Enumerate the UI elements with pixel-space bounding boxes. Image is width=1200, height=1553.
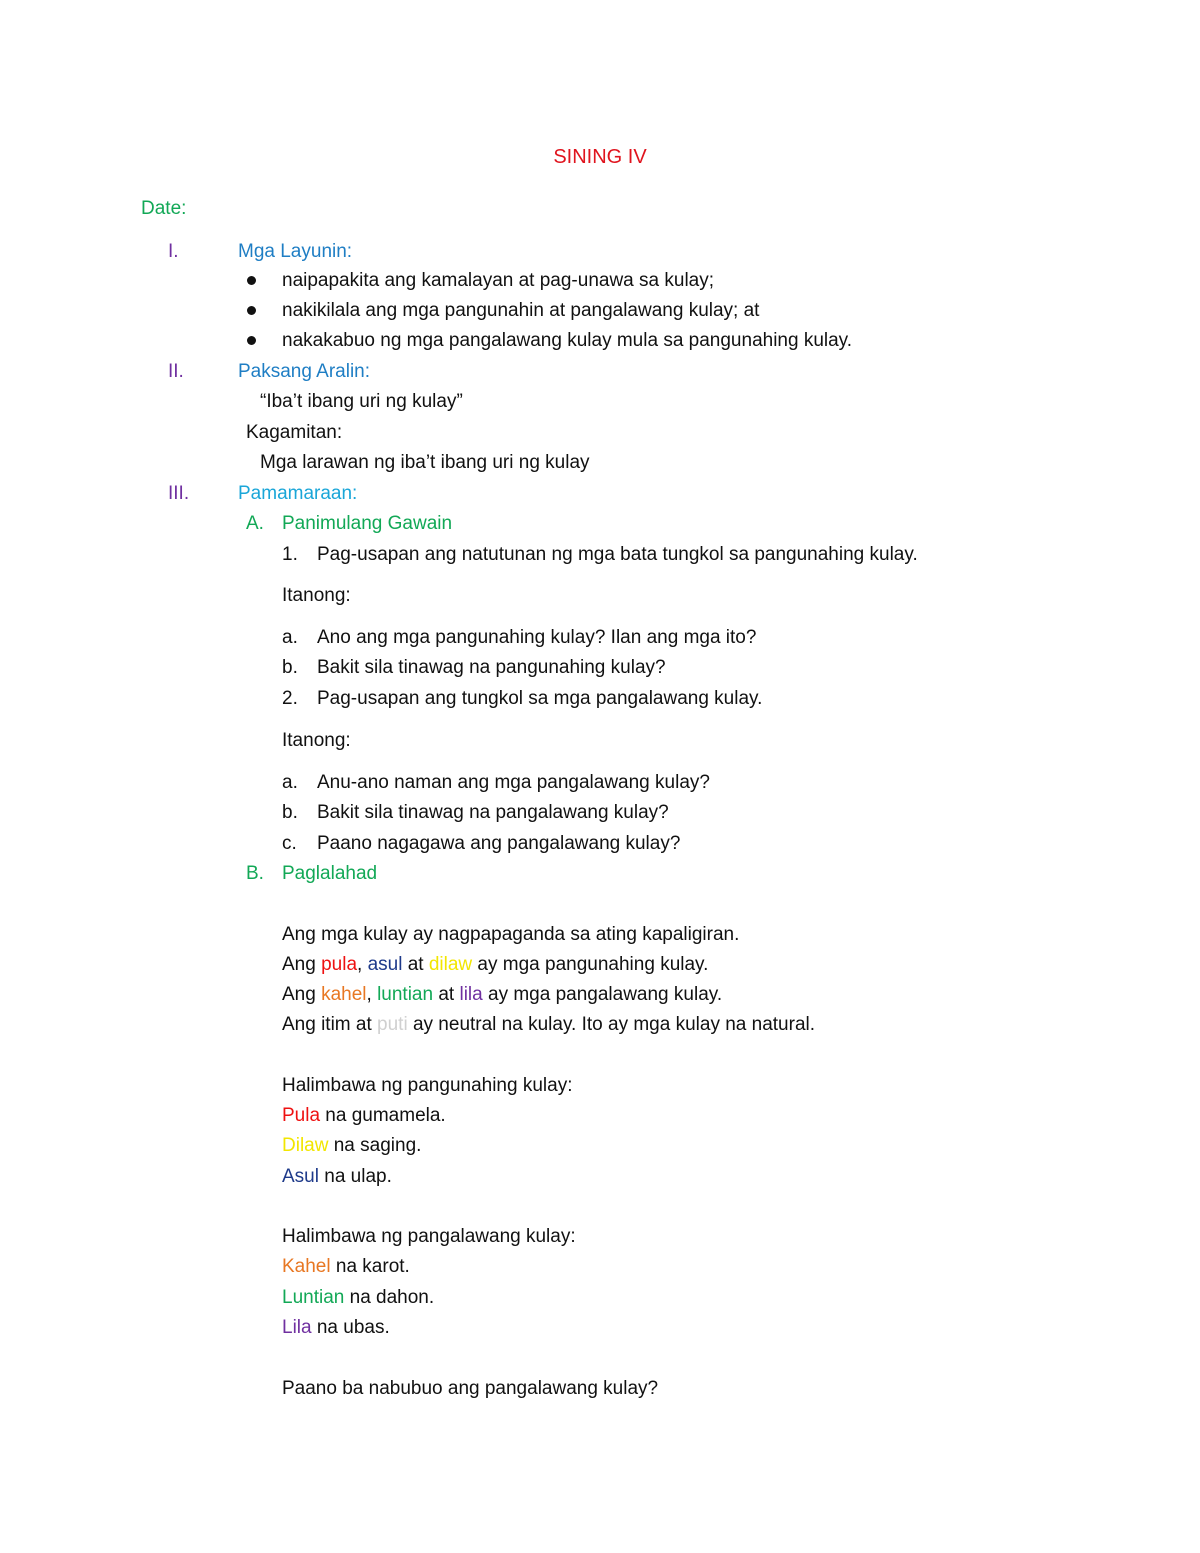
example-item (282, 1256, 410, 1278)
objective-item: nakikilala ang mga pangunahin at pangalawang kulay; at (282, 300, 760, 321)
text-segment: na ulap. (318, 1166, 392, 1187)
bullet-icon (247, 306, 256, 315)
item-1-marker: 1. (282, 544, 298, 565)
item-1-text: Pag-usapan ang natutunan ng mga bata tungkol sa pangunahing kulay. (317, 544, 918, 565)
ask-label-1: Itanong: (282, 585, 351, 606)
example-item (282, 1287, 434, 1309)
example-item (282, 1105, 446, 1127)
question-text: Bakit sila tinawag na pangalawang kulay? (317, 802, 669, 823)
question-text: Anu-ano naman ang mga pangalawang kulay? (317, 772, 710, 793)
text-segment: na dahon. (344, 1287, 435, 1308)
closing-question: Paano ba nabubuo ang pangalawang kulay? (282, 1378, 659, 1399)
text-segment: , (366, 984, 378, 1005)
example-item (282, 1317, 390, 1339)
color-word: Pula (282, 1105, 321, 1126)
lesson-topic: “Iba’t ibang uri ng kulay” (260, 391, 463, 412)
color-word-luntian: luntian (377, 984, 434, 1005)
section-1-heading: Mga Layunin: (238, 241, 353, 262)
presentation-line (282, 954, 708, 976)
section-2-heading: Paksang Aralin: (238, 361, 371, 382)
color-word-kahel: kahel (321, 984, 367, 1005)
color-word: Kahel (282, 1256, 331, 1277)
subsection-b-marker: B. (246, 863, 264, 884)
color-word-lila: lila (459, 984, 483, 1005)
color-word-pula: pula (321, 954, 358, 975)
presentation-line (282, 984, 722, 1006)
materials-text: Mga larawan ng iba’t ibang uri ng kulay (260, 452, 590, 473)
materials-label: Kagamitan: (246, 422, 343, 443)
question-marker: a. (282, 772, 298, 793)
color-word-asul: asul (367, 954, 403, 975)
date-label: Date: (141, 198, 187, 219)
document-title: SINING IV (553, 146, 647, 168)
bullet-icon (247, 336, 256, 345)
examples-secondary-label: Halimbawa ng pangalawang kulay: (282, 1226, 576, 1247)
question-text: Bakit sila tinawag na pangunahing kulay? (317, 657, 666, 678)
question-text: Ano ang mga pangunahing kulay? Ilan ang mga ito? (317, 627, 757, 648)
bullet-icon (247, 276, 256, 285)
ask-label-2: Itanong: (282, 730, 351, 751)
subsection-a-heading: Panimulang Gawain (282, 513, 453, 534)
question-marker: b. (282, 802, 298, 823)
question-text: Paano nagagawa ang pangalawang kulay? (317, 833, 681, 854)
section-3-heading: Pamamaraan: (238, 483, 358, 504)
example-item (282, 1166, 392, 1188)
section-1-numeral: I. (168, 241, 179, 262)
text-segment: na saging. (328, 1135, 422, 1156)
color-word-dilaw: dilaw (428, 954, 473, 975)
section-3-numeral: III. (168, 483, 190, 504)
text-segment: na karot. (330, 1256, 410, 1277)
text-segment: at (433, 984, 460, 1005)
color-word: Luntian (282, 1287, 345, 1308)
text-segment: ay mga pangunahing kulay. (472, 954, 709, 975)
color-word: Asul (282, 1166, 319, 1187)
subsection-a-marker: A. (246, 513, 264, 534)
question-marker: c. (282, 833, 297, 854)
color-word-puti: puti (377, 1014, 408, 1035)
objective-item: naipapakita ang kamalayan at pag-unawa sa kulay; (282, 270, 715, 291)
text-segment: Ang (282, 954, 322, 975)
presentation-line (282, 1014, 815, 1036)
presentation-line: Ang mga kulay ay nagpapaganda sa ating kapaligiran. (282, 924, 740, 945)
example-item (282, 1135, 421, 1157)
question-marker: a. (282, 627, 298, 648)
text-segment: , (357, 954, 368, 975)
examples-primary-label: Halimbawa ng pangunahing kulay: (282, 1075, 573, 1096)
item-2-marker: 2. (282, 688, 298, 709)
text-segment: na gumamela. (320, 1105, 446, 1126)
text-segment: at (402, 954, 429, 975)
section-2-numeral: II. (168, 361, 184, 382)
color-word: Lila (282, 1317, 312, 1338)
color-word: Dilaw (282, 1135, 329, 1156)
text-segment: Ang itim at (282, 1014, 378, 1035)
text-segment: na ubas. (311, 1317, 390, 1338)
text-segment: ay neutral na kulay. Ito ay mga kulay na natural. (407, 1014, 816, 1035)
objective-item: nakakabuo ng mga pangalawang kulay mula sa pangunahing kulay. (282, 330, 853, 351)
item-2-text: Pag-usapan ang tungkol sa mga pangalawang kulay. (317, 688, 763, 709)
subsection-b-heading: Paglalahad (282, 863, 378, 884)
question-marker: b. (282, 657, 298, 678)
text-segment: ay mga pangalawang kulay. (482, 984, 723, 1005)
text-segment: Ang (282, 984, 322, 1005)
